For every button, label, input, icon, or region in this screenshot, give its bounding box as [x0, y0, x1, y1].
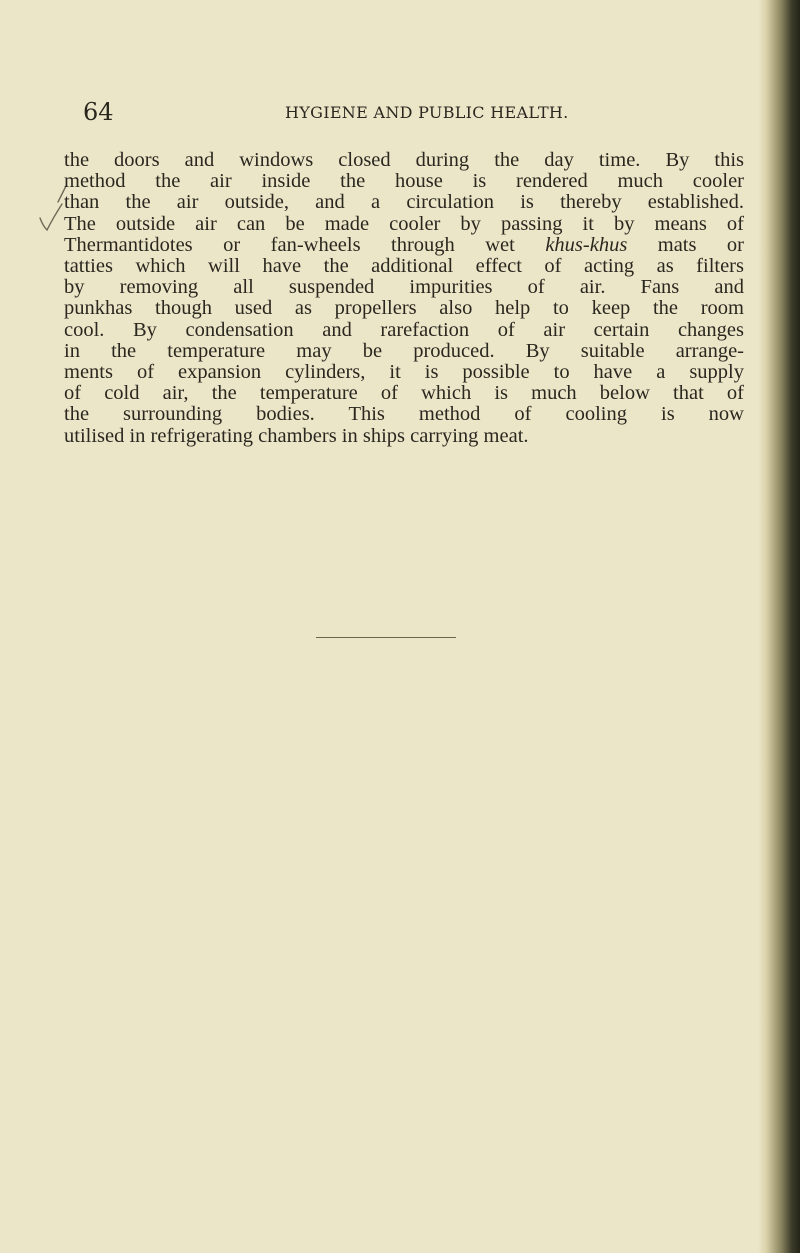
text-line: utilised in refrigerating chambers in ships carrying meat.	[64, 424, 529, 447]
text-line: Thermantidotes or fan-wheels through wet khus-khus mats or	[64, 233, 745, 256]
body-paragraph	[64, 150, 744, 447]
text-line: the doors and windows closed during the day time. By this	[64, 149, 744, 171]
text-line: method the air inside the house is rendered much cooler	[64, 170, 744, 193]
section-rule	[316, 637, 456, 638]
italic-term: khus-khus	[545, 233, 628, 256]
text-line: than the air outside, and a circulation is thereby established.	[64, 191, 744, 214]
text-line: tatties which will have the additional effect of acting as filters	[64, 255, 744, 278]
text-line: of cold air, the temperature of which is much below that of	[64, 382, 744, 405]
text-line: the surrounding bodies. This method of cooling is now	[64, 403, 744, 426]
text-line: ments of expansion cylinders, it is possible to have a supply	[64, 361, 744, 384]
page-number: 64	[83, 98, 114, 126]
text-line: The outside air can be made cooler by passing it by means of	[64, 212, 744, 235]
page-edge-shadow	[758, 0, 800, 1253]
page-header	[0, 98, 760, 128]
text-line: by removing all suspended impurities of air. Fans and	[64, 276, 744, 299]
text-line: in the temperature may be produced. By suitable arrange-	[64, 339, 744, 362]
text-line: cool. By condensation and rarefaction of air certain changes	[64, 318, 744, 341]
running-head: HYGIENE AND PUBLIC HEALTH.	[285, 103, 569, 122]
text-line: punkhas though used as propellers also help to keep the room	[64, 297, 744, 320]
